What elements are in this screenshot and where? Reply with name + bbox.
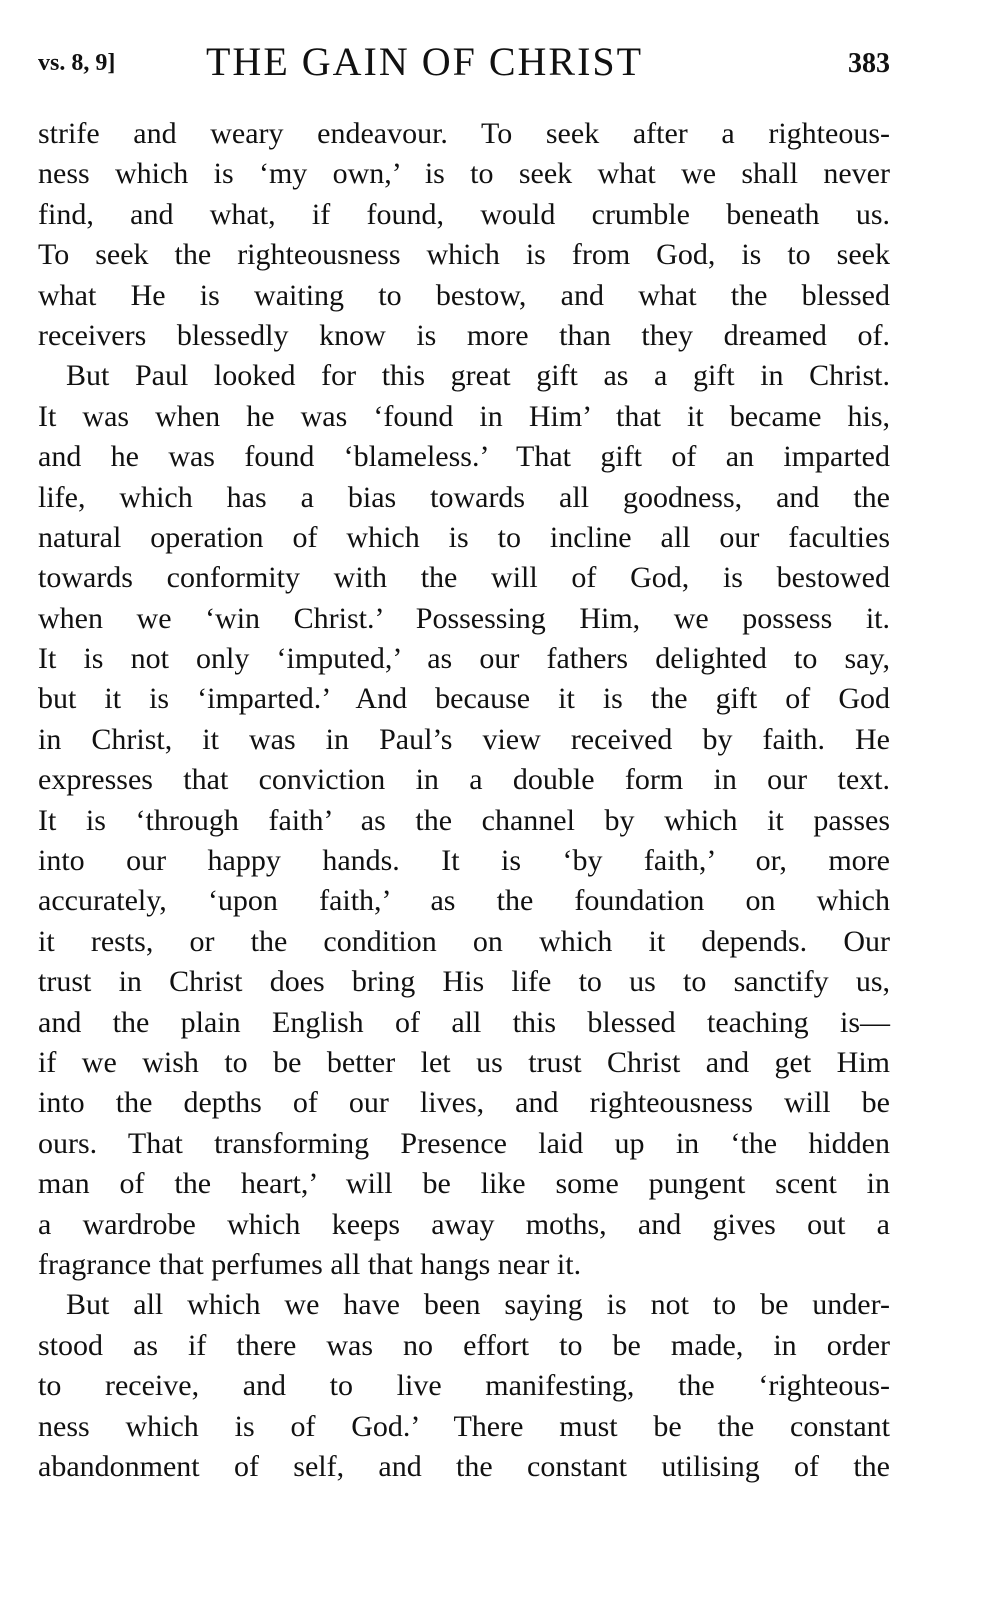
text-line: accurately, ‘upon faith,’ as the foundation on which — [38, 884, 890, 918]
text-line: when we ‘win Christ.’ Possessing Him, we possess it. — [38, 601, 890, 635]
text-line: fragrance that perfumes all that hangs near it. — [38, 1247, 582, 1281]
text-line: abandonment of self, and the constant utilising of the — [38, 1449, 890, 1483]
text-line: ours. That transforming Presence laid up in ‘the hidden — [38, 1126, 890, 1160]
text-line: ness which is ‘my own,’ is to seek what we shall never — [38, 157, 890, 191]
text-line: life, which has a bias towards all goodness, and the — [38, 480, 890, 514]
text-line: It is ‘through faith’ as the channel by which it passes — [38, 803, 890, 837]
text-line: strife and weary endeavour. To seek after a righteous- — [38, 117, 890, 150]
text-line: into our happy hands. It is ‘by faith,’ or, more — [38, 844, 890, 878]
text-line: if we wish to be better let us trust Christ and get Him — [38, 1045, 890, 1079]
paragraph — [38, 114, 890, 356]
page-number: 383 — [848, 48, 890, 79]
text-line: It is not only ‘imputed,’ as our fathers delighted to say, — [38, 642, 890, 676]
verse-reference: vs. 8, 9] — [38, 50, 116, 76]
text-line: man of the heart,’ will be like some pungent scent in — [38, 1167, 890, 1201]
text-line: to receive, and to live manifesting, the ‘righteous- — [38, 1369, 890, 1403]
text-line: in Christ, it was in Paul’s view received by faith. He — [38, 722, 890, 756]
body-text — [38, 114, 890, 1487]
text-line: But Paul looked for this great gift as a gift in Christ. — [66, 359, 890, 393]
text-line: But all which we have been saying is not to be under- — [66, 1288, 890, 1322]
text-line: It was when he was ‘found in Him’ that it became his, — [38, 399, 890, 433]
text-line: natural operation of which is to incline all our faculties — [38, 520, 890, 554]
text-line: towards conformity with the will of God, is bestowed — [38, 561, 890, 595]
text-line: into the depths of our lives, and righteousness will be — [38, 1086, 890, 1120]
page-title: THE GAIN OF CHRIST — [206, 39, 644, 84]
text-line: what He is waiting to bestow, and what the blessed — [38, 278, 890, 312]
text-line: receivers blessedly know is more than they dreamed of. — [38, 318, 890, 352]
text-line: a wardrobe which keeps away moths, and gives out a — [38, 1207, 890, 1241]
text-line: ness which is of God.’ There must be the constant — [38, 1409, 890, 1443]
text-line: find, and what, if found, would crumble beneath us. — [38, 197, 890, 231]
text-line: To seek the righteousness which is from God, is to seek — [38, 238, 890, 272]
text-line: but it is ‘imparted.’ And because it is the gift of God — [38, 682, 890, 716]
text-line: trust in Christ does bring His life to us to sanctify us, — [38, 965, 890, 999]
book-page — [38, 36, 890, 1487]
text-line: expresses that conviction in a double form in our text. — [38, 763, 890, 797]
text-line: it rests, or the condition on which it depends. Our — [38, 924, 890, 958]
text-line: and the plain English of all this blessed teaching is— — [38, 1005, 890, 1039]
paragraph — [38, 356, 890, 1285]
running-head — [38, 36, 890, 96]
paragraph — [38, 1285, 890, 1487]
text-line: and he was found ‘blameless.’ That gift of an imparted — [38, 440, 890, 474]
text-line: stood as if there was no effort to be made, in order — [38, 1328, 890, 1362]
